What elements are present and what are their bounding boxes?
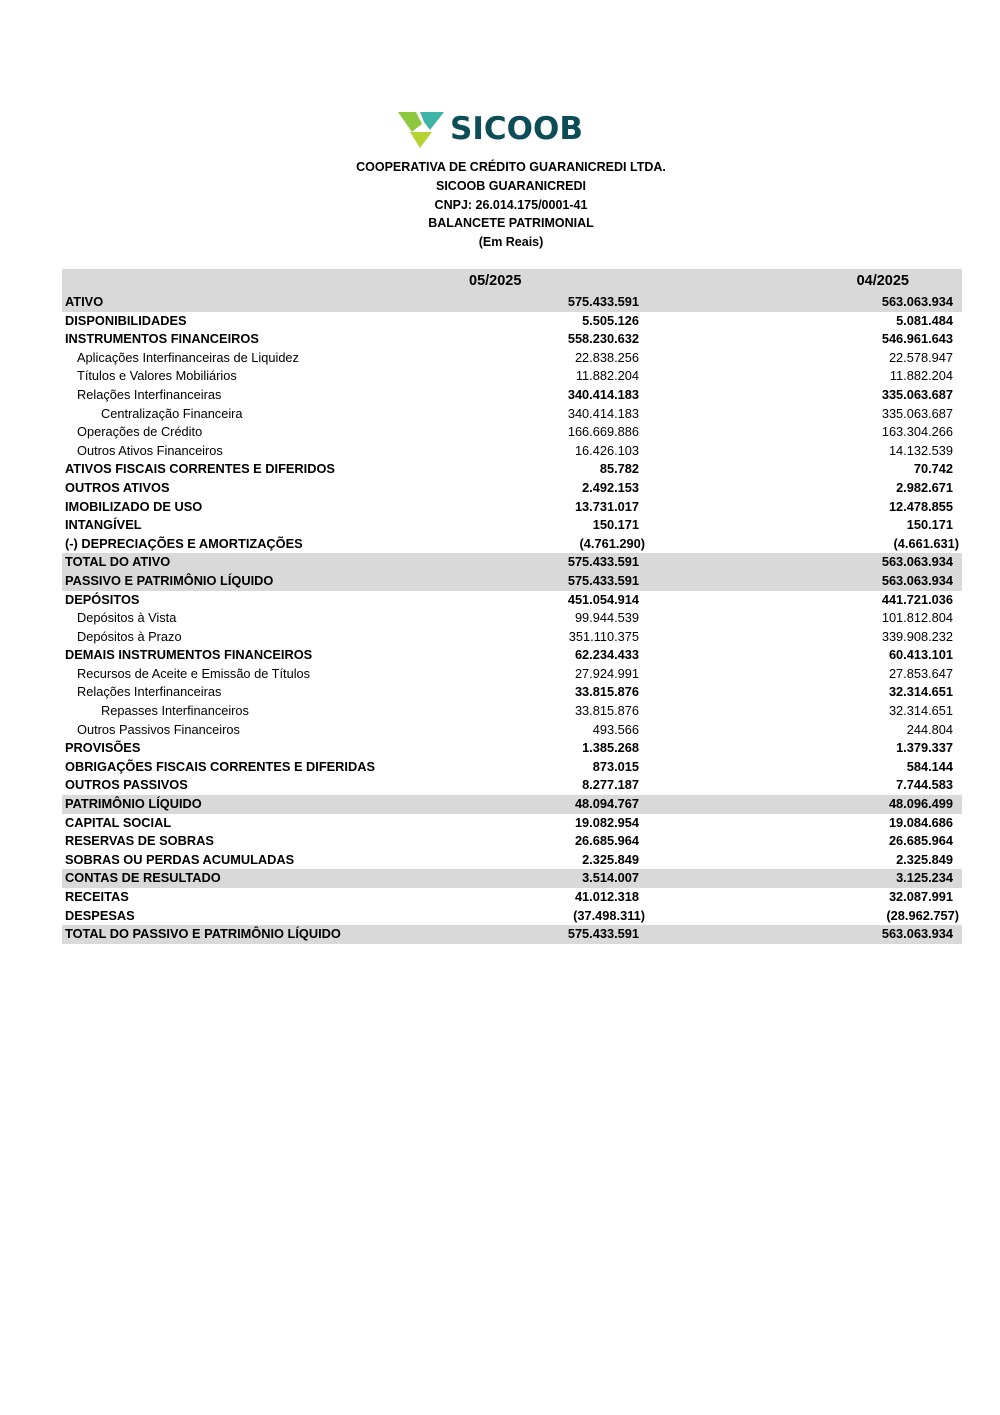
row-label: Repasses Interfinanceiros (101, 703, 249, 719)
value-05-2025: 26.685.964 (574, 833, 639, 849)
value-04-2025: 441.721.036 (881, 591, 953, 607)
value-05-2025: 3.514.007 (469, 869, 803, 888)
row-label: DEMAIS INSTRUMENTOS FINANCEIROS (65, 647, 313, 663)
table-row (62, 646, 962, 665)
table-row (62, 553, 962, 572)
row-label: INTANGÍVEL (65, 517, 142, 533)
value-04-2025: 563.063.934 (803, 925, 962, 944)
table-row (62, 814, 962, 833)
table-row (62, 888, 962, 907)
row-label: Operações de Crédito (77, 424, 203, 440)
table-row (62, 479, 962, 498)
value-05-2025: 2.325.849 (582, 851, 639, 867)
table-row (62, 423, 962, 442)
value-05-2025: 451.054.914 (567, 591, 639, 607)
row-label: Centralização Financeira (101, 405, 243, 421)
table-row (62, 907, 962, 926)
table-row (62, 330, 962, 349)
table-row (62, 312, 962, 331)
table-row (62, 925, 962, 944)
row-label: Títulos e Valores Mobiliários (77, 368, 237, 384)
value-05-2025: 8.277.187 (582, 777, 639, 793)
value-04-2025: 563.063.934 (803, 293, 962, 312)
table-row (62, 367, 962, 386)
row-label: TOTAL DO ATIVO (62, 553, 469, 572)
table-row (62, 832, 962, 851)
table-row (62, 702, 962, 721)
table-row (62, 795, 962, 814)
value-04-2025: 32.314.651 (888, 703, 953, 719)
value-04-2025: (28.962.757) (886, 907, 959, 923)
value-04-2025: 26.685.964 (888, 833, 953, 849)
column-header-05-2025: 05/2025 (469, 269, 803, 293)
value-05-2025: 558.230.632 (567, 331, 639, 347)
value-05-2025: 13.731.017 (574, 498, 639, 514)
value-04-2025: 2.325.849 (896, 851, 953, 867)
table-row (62, 591, 962, 610)
table-row (62, 665, 962, 684)
row-label: Recursos de Aceite e Emissão de Títulos (77, 665, 311, 681)
table-row (62, 851, 962, 870)
value-05-2025: 575.433.591 (469, 925, 803, 944)
table-row (62, 721, 962, 740)
table-row (62, 776, 962, 795)
column-header-04-2025: 04/2025 (803, 269, 962, 293)
value-05-2025: (37.498.311) (573, 907, 645, 923)
table-row (62, 498, 962, 517)
logo-text: SICOOB (450, 111, 583, 147)
row-label: OUTROS PASSIVOS (65, 777, 188, 793)
value-04-2025: 32.314.651 (888, 684, 953, 700)
value-04-2025: 27.853.647 (888, 665, 953, 681)
row-label: CAPITAL SOCIAL (65, 814, 172, 830)
value-05-2025: 33.815.876 (574, 703, 639, 719)
row-label: ATIVO (62, 293, 469, 312)
row-label: RECEITAS (65, 889, 129, 904)
sicoob-logo (398, 110, 588, 148)
value-04-2025: 19.084.686 (888, 814, 953, 830)
table-row (62, 609, 962, 628)
row-label: Depósitos à Vista (77, 610, 177, 626)
value-05-2025: 166.669.886 (567, 424, 639, 440)
value-04-2025: 335.063.687 (881, 386, 953, 402)
value-04-2025: 3.125.234 (803, 869, 962, 888)
row-label: DESPESAS (65, 907, 135, 923)
table-row (62, 442, 962, 461)
value-05-2025: 575.433.591 (469, 572, 803, 591)
table-row (62, 869, 962, 888)
sicoob-triangle-icon (398, 110, 446, 148)
value-05-2025: 16.426.103 (574, 442, 639, 458)
row-label: IMOBILIZADO DE USO (65, 498, 203, 514)
table-row (62, 628, 962, 647)
value-04-2025: 2.982.671 (896, 479, 953, 495)
table-row (62, 386, 962, 405)
value-05-2025: 22.838.256 (574, 349, 639, 365)
value-05-2025: 85.782 (599, 461, 639, 477)
value-04-2025: 546.961.643 (881, 331, 953, 347)
value-05-2025: 11.882.204 (575, 368, 639, 384)
value-05-2025: 99.944.539 (574, 610, 639, 626)
value-04-2025: 60.413.101 (888, 647, 953, 663)
row-label: (-) DEPRECIAÇÕES E AMORTIZAÇÕES (65, 535, 303, 551)
value-04-2025: 12.478.855 (888, 498, 953, 514)
value-05-2025: 33.815.876 (574, 684, 639, 700)
value-04-2025: 70.742 (913, 461, 953, 477)
table-row (62, 758, 962, 777)
value-04-2025: 7.744.583 (896, 777, 953, 793)
value-04-2025: 163.304.266 (881, 424, 953, 440)
row-label: PROVISÕES (65, 740, 141, 756)
column-header-label (62, 269, 469, 293)
currency-note: (Em Reais) (478, 235, 544, 250)
value-05-2025: 575.433.591 (469, 293, 803, 312)
row-label: Relações Interfinanceiras (77, 386, 222, 402)
value-04-2025: 14.132.539 (888, 442, 953, 458)
value-04-2025: 335.063.687 (881, 405, 953, 421)
document-header (0, 158, 1000, 252)
balance-sheet-table (62, 269, 962, 944)
row-label: DEPÓSITOS (65, 591, 140, 607)
table-row (62, 293, 962, 312)
value-04-2025: 150.171 (906, 517, 953, 533)
value-05-2025: 27.924.991 (574, 665, 639, 681)
value-04-2025: 32.087.991 (888, 889, 953, 904)
cooperative-name: SICOOB GUARANICREDI (435, 178, 586, 193)
value-04-2025: 563.063.934 (803, 572, 962, 591)
row-label: RESERVAS DE SOBRAS (65, 833, 214, 849)
row-label: Outros Ativos Financeiros (77, 442, 223, 458)
row-label: SOBRAS OU PERDAS ACUMULADAS (65, 851, 295, 867)
value-05-2025: 5.505.126 (582, 312, 639, 328)
value-05-2025: 41.012.318 (574, 889, 639, 904)
value-05-2025: (4.761.290) (579, 535, 645, 551)
value-05-2025: 2.492.153 (582, 479, 639, 495)
row-label: OBRIGAÇÕES FISCAIS CORRENTES E DIFERIDAS (65, 758, 375, 774)
row-label: CONTAS DE RESULTADO (62, 869, 469, 888)
value-05-2025: 19.082.954 (574, 814, 639, 830)
row-label: PASSIVO E PATRIMÔNIO LÍQUIDO (62, 572, 469, 591)
value-05-2025: 873.015 (592, 758, 639, 774)
table-row (62, 739, 962, 758)
company-name: COOPERATIVA DE CRÉDITO GUARANICREDI LTDA. (356, 160, 666, 174)
value-04-2025: 1.379.337 (896, 740, 953, 756)
value-05-2025: 575.433.591 (469, 553, 803, 572)
value-04-2025: 48.096.499 (803, 795, 962, 814)
row-label: OUTROS ATIVOS (65, 479, 170, 495)
row-label: ATIVOS FISCAIS CORRENTES E DIFERIDOS (65, 461, 335, 477)
table-row (62, 572, 962, 591)
value-04-2025: 5.081.484 (896, 312, 953, 328)
value-05-2025: 340.414.183 (567, 386, 639, 402)
row-label: TOTAL DO PASSIVO E PATRIMÔNIO LÍQUIDO (62, 925, 469, 944)
value-04-2025: 563.063.934 (803, 553, 962, 572)
value-04-2025: 11.882.204 (889, 368, 953, 384)
row-label: Outros Passivos Financeiros (77, 721, 240, 737)
value-04-2025: (4.661.631) (893, 535, 959, 551)
value-05-2025: 351.110.375 (568, 628, 639, 644)
value-04-2025: 339.908.232 (881, 628, 953, 644)
row-label: DISPONIBILIDADES (65, 312, 187, 328)
table-row (62, 460, 962, 479)
table-row (62, 683, 962, 702)
table-row (62, 349, 962, 368)
table-row (62, 535, 962, 554)
column-header-row (62, 269, 962, 293)
value-04-2025: 244.804 (906, 721, 953, 737)
value-05-2025: 48.094.767 (469, 795, 803, 814)
row-label: INSTRUMENTOS FINANCEIROS (65, 331, 259, 347)
row-label: Relações Interfinanceiras (77, 684, 222, 700)
value-04-2025: 101.812.804 (881, 610, 953, 626)
value-05-2025: 340.414.183 (567, 405, 639, 421)
row-label: Depósitos à Prazo (77, 628, 182, 644)
row-label: Aplicações Interfinanceiras de Liquidez (77, 349, 299, 365)
report-title: BALANCETE PATRIMONIAL (428, 216, 594, 231)
table-row (62, 405, 962, 424)
value-04-2025: 584.144 (906, 758, 953, 774)
value-05-2025: 493.566 (592, 721, 639, 737)
table-row (62, 516, 962, 535)
value-05-2025: 62.234.433 (574, 647, 639, 663)
row-label: PATRIMÔNIO LÍQUIDO (62, 795, 469, 814)
value-04-2025: 22.578.947 (888, 349, 953, 365)
value-05-2025: 150.171 (592, 517, 639, 533)
cnpj: CNPJ: 26.014.175/0001-41 (434, 197, 588, 212)
value-05-2025: 1.385.268 (582, 740, 639, 756)
